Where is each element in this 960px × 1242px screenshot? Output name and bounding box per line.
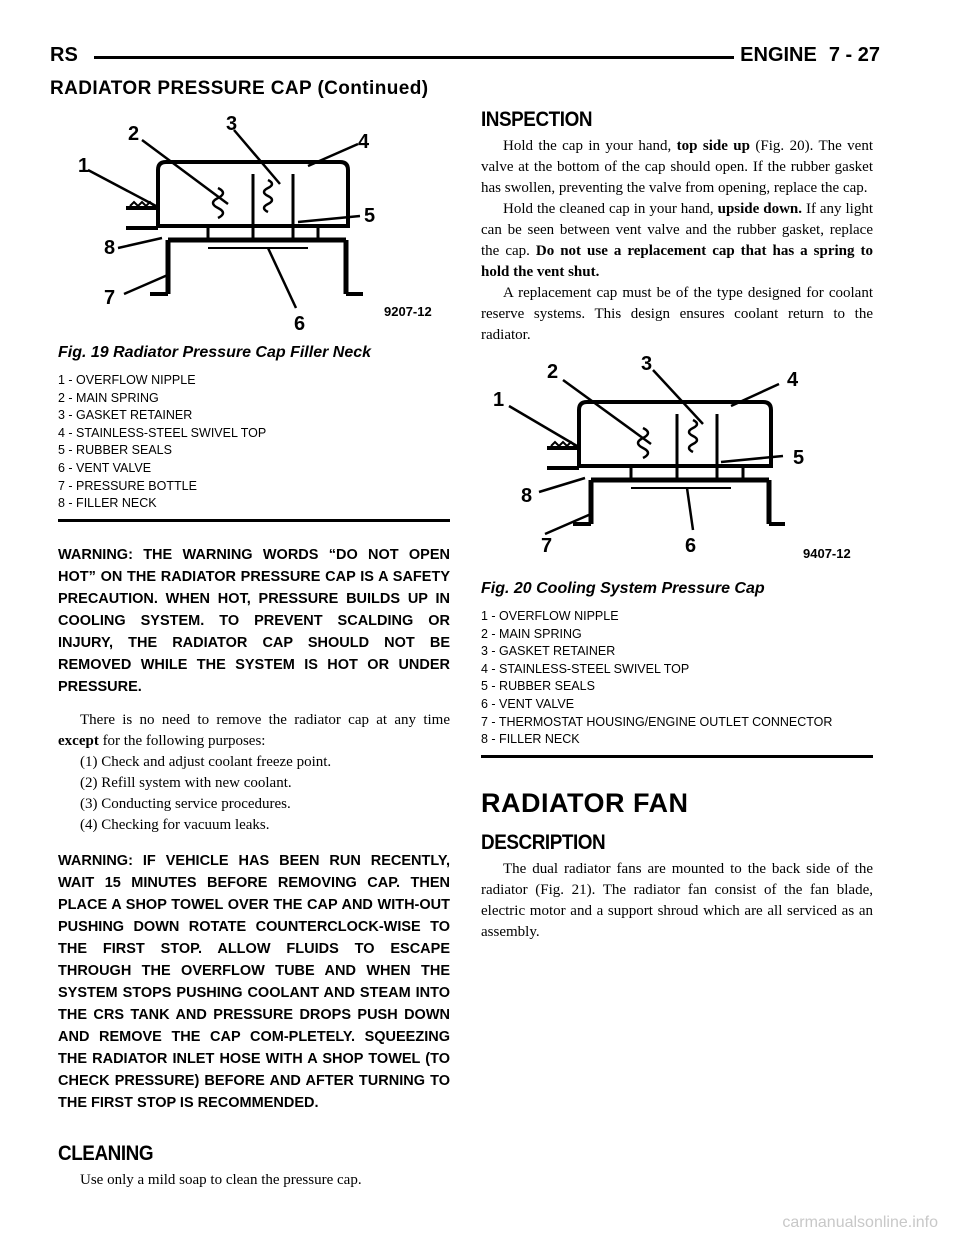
purpose-item: (1) Check and adjust coolant freeze point. xyxy=(80,753,332,770)
purpose-item: (4) Checking for vacuum leaks. xyxy=(80,816,270,833)
fig19-callout-5: 5 xyxy=(364,205,376,227)
fig19-code: 9207-12 xyxy=(384,304,432,319)
fig20-illustration xyxy=(481,354,873,580)
warning-recent-run: WARNING: IF VEHICLE HAS BEEN RUN RECENTLY, WAIT 15 MINUTES BEFORE REMOVING CAP. THEN PLACE A SHOP TOWEL OVER THE CAP AND WITH-OUT PUSHING DOWN ROTATE COUNTERCLOCK-WISE TO THE FIRST STOP. ALLOW FLUIDS TO ESCAPE THROUGH THE OVERFLOW TUBE AND WHEN THE SYSTEM STOPS PUSHING COOLANT AND STEAM INTO THE CRS TANK AND PRESSURE DROPS PUSH DOWN AND REMOVE THE CAP COM-PLETELY. SQUEEZING THE RADIATOR INLET HOSE WITH A SHOP TOWEL (TO CHECK PRESSURE) BEFORE AND AFTER TURNING TO THE FIRST STOP IS RECOMMENDED. xyxy=(58,852,450,1111)
left-column xyxy=(58,108,450,1191)
legend-item: 8 - FILLER NECK xyxy=(481,732,580,747)
legend-item: 7 - PRESSURE BOTTLE xyxy=(58,478,197,493)
right-column xyxy=(481,108,873,943)
fig19-callout-3: 3 xyxy=(226,113,238,135)
fig19-illustration xyxy=(58,108,450,344)
fig20-callout-1: 1 xyxy=(493,389,505,411)
header-right xyxy=(740,44,880,67)
legend-item: 6 - VENT VALVE xyxy=(481,696,575,711)
page-header xyxy=(50,44,880,70)
cleaning-text: Use only a mild soap to clean the pressure cap. xyxy=(80,1171,362,1188)
fig19-callout-7: 7 xyxy=(104,287,116,309)
legend-item: 1 - OVERFLOW NIPPLE xyxy=(58,373,196,387)
warning-do-not-open-hot: WARNING: THE WARNING WORDS “DO NOT OPEN HOT” ON THE RADIATOR PRESSURE CAP IS A SAFETY PRECAUTION. WHEN HOT, PRESSURE BUILDS UP IN COOLING SYSTEM. TO PREVENT SCALDING OR INJURY, THE RADIATOR CAP SHOULD NOT BE REMOVED WHILE THE SYSTEM IS HOT OR UNDER PRESSURE. xyxy=(58,546,450,695)
fig20-callout-6: 6 xyxy=(685,535,697,557)
fig19-callout-4: 4 xyxy=(358,131,370,153)
fig20-drawing xyxy=(481,354,873,580)
fig20-callout-4: 4 xyxy=(787,369,799,391)
inspection-heading: INSPECTION xyxy=(481,108,593,131)
header-section: ENGINE xyxy=(740,44,817,66)
page-number: 7 - 27 xyxy=(828,44,880,66)
fig19-callout-8: 8 xyxy=(104,237,116,259)
need-paragraph xyxy=(58,710,450,836)
legend-item: 2 - MAIN SPRING xyxy=(58,390,159,405)
fig19-callout-6: 6 xyxy=(294,313,306,335)
fig20-legend xyxy=(481,608,873,749)
header-model: RS xyxy=(50,44,78,66)
legend-item: 3 - GASKET RETAINER xyxy=(58,408,193,423)
inspection-text xyxy=(481,136,873,346)
fig19-rule xyxy=(58,519,450,522)
fig20-callout-5: 5 xyxy=(793,447,805,469)
watermark: carmanualsonline.info xyxy=(782,1214,938,1231)
fig20-caption: Fig. 20 Cooling System Pressure Cap xyxy=(481,580,765,597)
inspection-p3: A replacement cap must be of the type designed for coolant reserve systems. This design ensures coolant return to the radiator. xyxy=(481,285,873,343)
legend-item: 7 - THERMOSTAT HOUSING/ENGINE OUTLET CONNECTOR xyxy=(481,714,833,729)
fig20-callout-7: 7 xyxy=(541,535,553,557)
legend-item: 4 - STAINLESS-STEEL SWIVEL TOP xyxy=(481,661,690,676)
inspection-p2: Hold the cleaned cap in your hand, upside down. If any light can be seen between vent valve and the rubber gasket, replace the cap. Do not use a replacement cap that has a spring to hold the vent shut. xyxy=(481,201,873,280)
legend-item: 8 - FILLER NECK xyxy=(58,496,157,511)
legend-item: 1 - OVERFLOW NIPPLE xyxy=(481,609,619,623)
legend-item: 3 - GASKET RETAINER xyxy=(481,644,616,659)
fan-description-heading: DESCRIPTION xyxy=(481,830,606,854)
legend-item: 5 - RUBBER SEALS xyxy=(481,679,595,694)
need-text: There is no need to remove the radiator cap at any time except for the following purposes: xyxy=(58,711,450,749)
header-rule xyxy=(94,56,734,59)
fig20-callout-3: 3 xyxy=(641,354,653,375)
legend-item: 6 - VENT VALVE xyxy=(58,460,152,475)
legend-item: 2 - MAIN SPRING xyxy=(481,626,582,641)
continued-title: RADIATOR PRESSURE CAP (Continued) xyxy=(50,78,429,99)
fig19-drawing xyxy=(58,108,450,344)
fig20-callout-2: 2 xyxy=(547,361,559,383)
inspection-p1: Hold the cap in your hand, top side up (Fig. 20). The vent valve at the bottom of the cap should open. If the rubber gasket has swollen, preventing the valve from opening, replace the cap. xyxy=(481,138,873,196)
radiator-fan-heading: RADIATOR FAN xyxy=(481,787,689,818)
purpose-item: (2) Refill system with new coolant. xyxy=(80,774,292,791)
fig19-callout-1: 1 xyxy=(78,155,90,177)
fan-description-text: The dual radiator fans are mounted to the back side of the radiator (Fig. 21). The radiator fan consist of the fan blade, electric motor and a support shroud which are all serviced as an assembly. xyxy=(481,860,873,940)
legend-item: 4 - STAINLESS-STEEL SWIVEL TOP xyxy=(58,425,267,440)
legend-item: 5 - RUBBER SEALS xyxy=(58,443,172,458)
fig19-callout-2: 2 xyxy=(128,123,140,145)
fig20-code: 9407-12 xyxy=(803,546,851,561)
fig19-legend xyxy=(58,372,450,513)
fig20-callout-8: 8 xyxy=(521,485,533,507)
cleaning-heading: CLEANING xyxy=(58,1141,154,1165)
fig19-caption: Fig. 19 Radiator Pressure Cap Filler Neck xyxy=(58,344,372,361)
fig20-rule xyxy=(481,755,873,758)
purpose-item: (3) Conducting service procedures. xyxy=(80,795,291,812)
